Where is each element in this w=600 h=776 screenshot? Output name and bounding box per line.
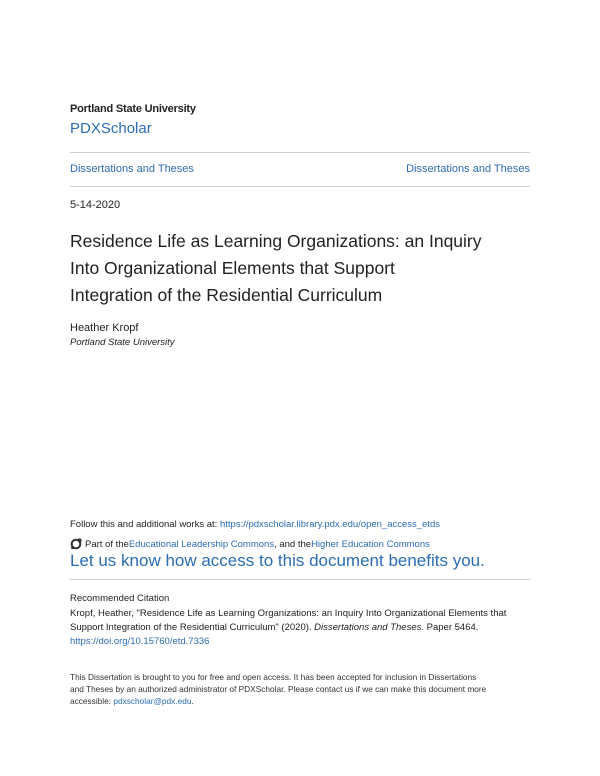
collection-link-left[interactable]: Dissertations and Theses xyxy=(70,163,194,175)
citation-line: Kropf, Heather, "Residence Life as Learning Organizations: an Inquiry Into Organizational Elements that xyxy=(70,608,507,619)
doi-link[interactable]: https://doi.org/10.15760/etd.7336 xyxy=(70,636,210,647)
citation-series: Dissertations and Theses xyxy=(314,622,422,633)
title-line: Integration of the Residential Curriculum xyxy=(70,285,383,305)
educational-leadership-commons-link[interactable]: Educational Leadership Commons xyxy=(128,538,275,550)
author-affiliation: Portland State University xyxy=(70,337,175,348)
publication-date: 5-14-2020 xyxy=(70,199,121,211)
recommended-citation-label: Recommended Citation xyxy=(70,593,170,604)
part-of-prefix: Part of the xyxy=(85,538,129,550)
access-notice xyxy=(70,671,530,707)
part-of-middle: , and the xyxy=(274,538,312,550)
repository-link[interactable]: PDXScholar xyxy=(70,120,152,137)
title-line: Into Organizational Elements that Support xyxy=(70,258,395,278)
divider-collections xyxy=(70,186,530,187)
follow-prefix: Follow this and additional works at: xyxy=(70,519,220,530)
feedback-link[interactable]: Let us know how access to this document benefits you. xyxy=(70,551,485,570)
author-name: Heather Kropf xyxy=(70,322,139,334)
citation-line2-suffix: . Paper 5464. xyxy=(421,622,479,633)
divider-citation xyxy=(70,579,530,580)
citation-text xyxy=(70,607,530,649)
commons-network-icon xyxy=(70,538,82,550)
divider-top xyxy=(70,152,530,153)
notice-line3-prefix: accessible: xyxy=(70,696,114,706)
follow-line xyxy=(70,519,440,530)
title-line: Residence Life as Learning Organizations: an Inquiry xyxy=(70,231,482,251)
citation-line2-prefix: Support Integration of the Residential Curriculum" (2020). xyxy=(70,622,315,633)
citation-line xyxy=(70,621,530,635)
notice-line xyxy=(70,695,530,707)
notice-line: and Theses by an authorized administrator of PDXScholar. Please contact us if we can make this document more xyxy=(70,684,487,694)
notice-line3-suffix: . xyxy=(191,696,194,706)
higher-education-commons-link[interactable]: Higher Education Commons xyxy=(311,538,430,550)
document-title xyxy=(70,228,530,309)
part-of-line xyxy=(70,538,430,550)
notice-line: This Dissertation is brought to you for free and open access. It has been accepted for inclusion in Dissertations xyxy=(70,672,477,682)
contact-email-link[interactable]: pdxscholar@pdx.edu xyxy=(113,696,192,706)
follow-url-link[interactable]: https://pdxscholar.library.pdx.edu/open_access_etds xyxy=(219,519,441,530)
cover-page xyxy=(70,0,530,776)
university-name: Portland State University xyxy=(70,103,196,115)
collection-link-right[interactable]: Dissertations and Theses xyxy=(406,163,530,175)
